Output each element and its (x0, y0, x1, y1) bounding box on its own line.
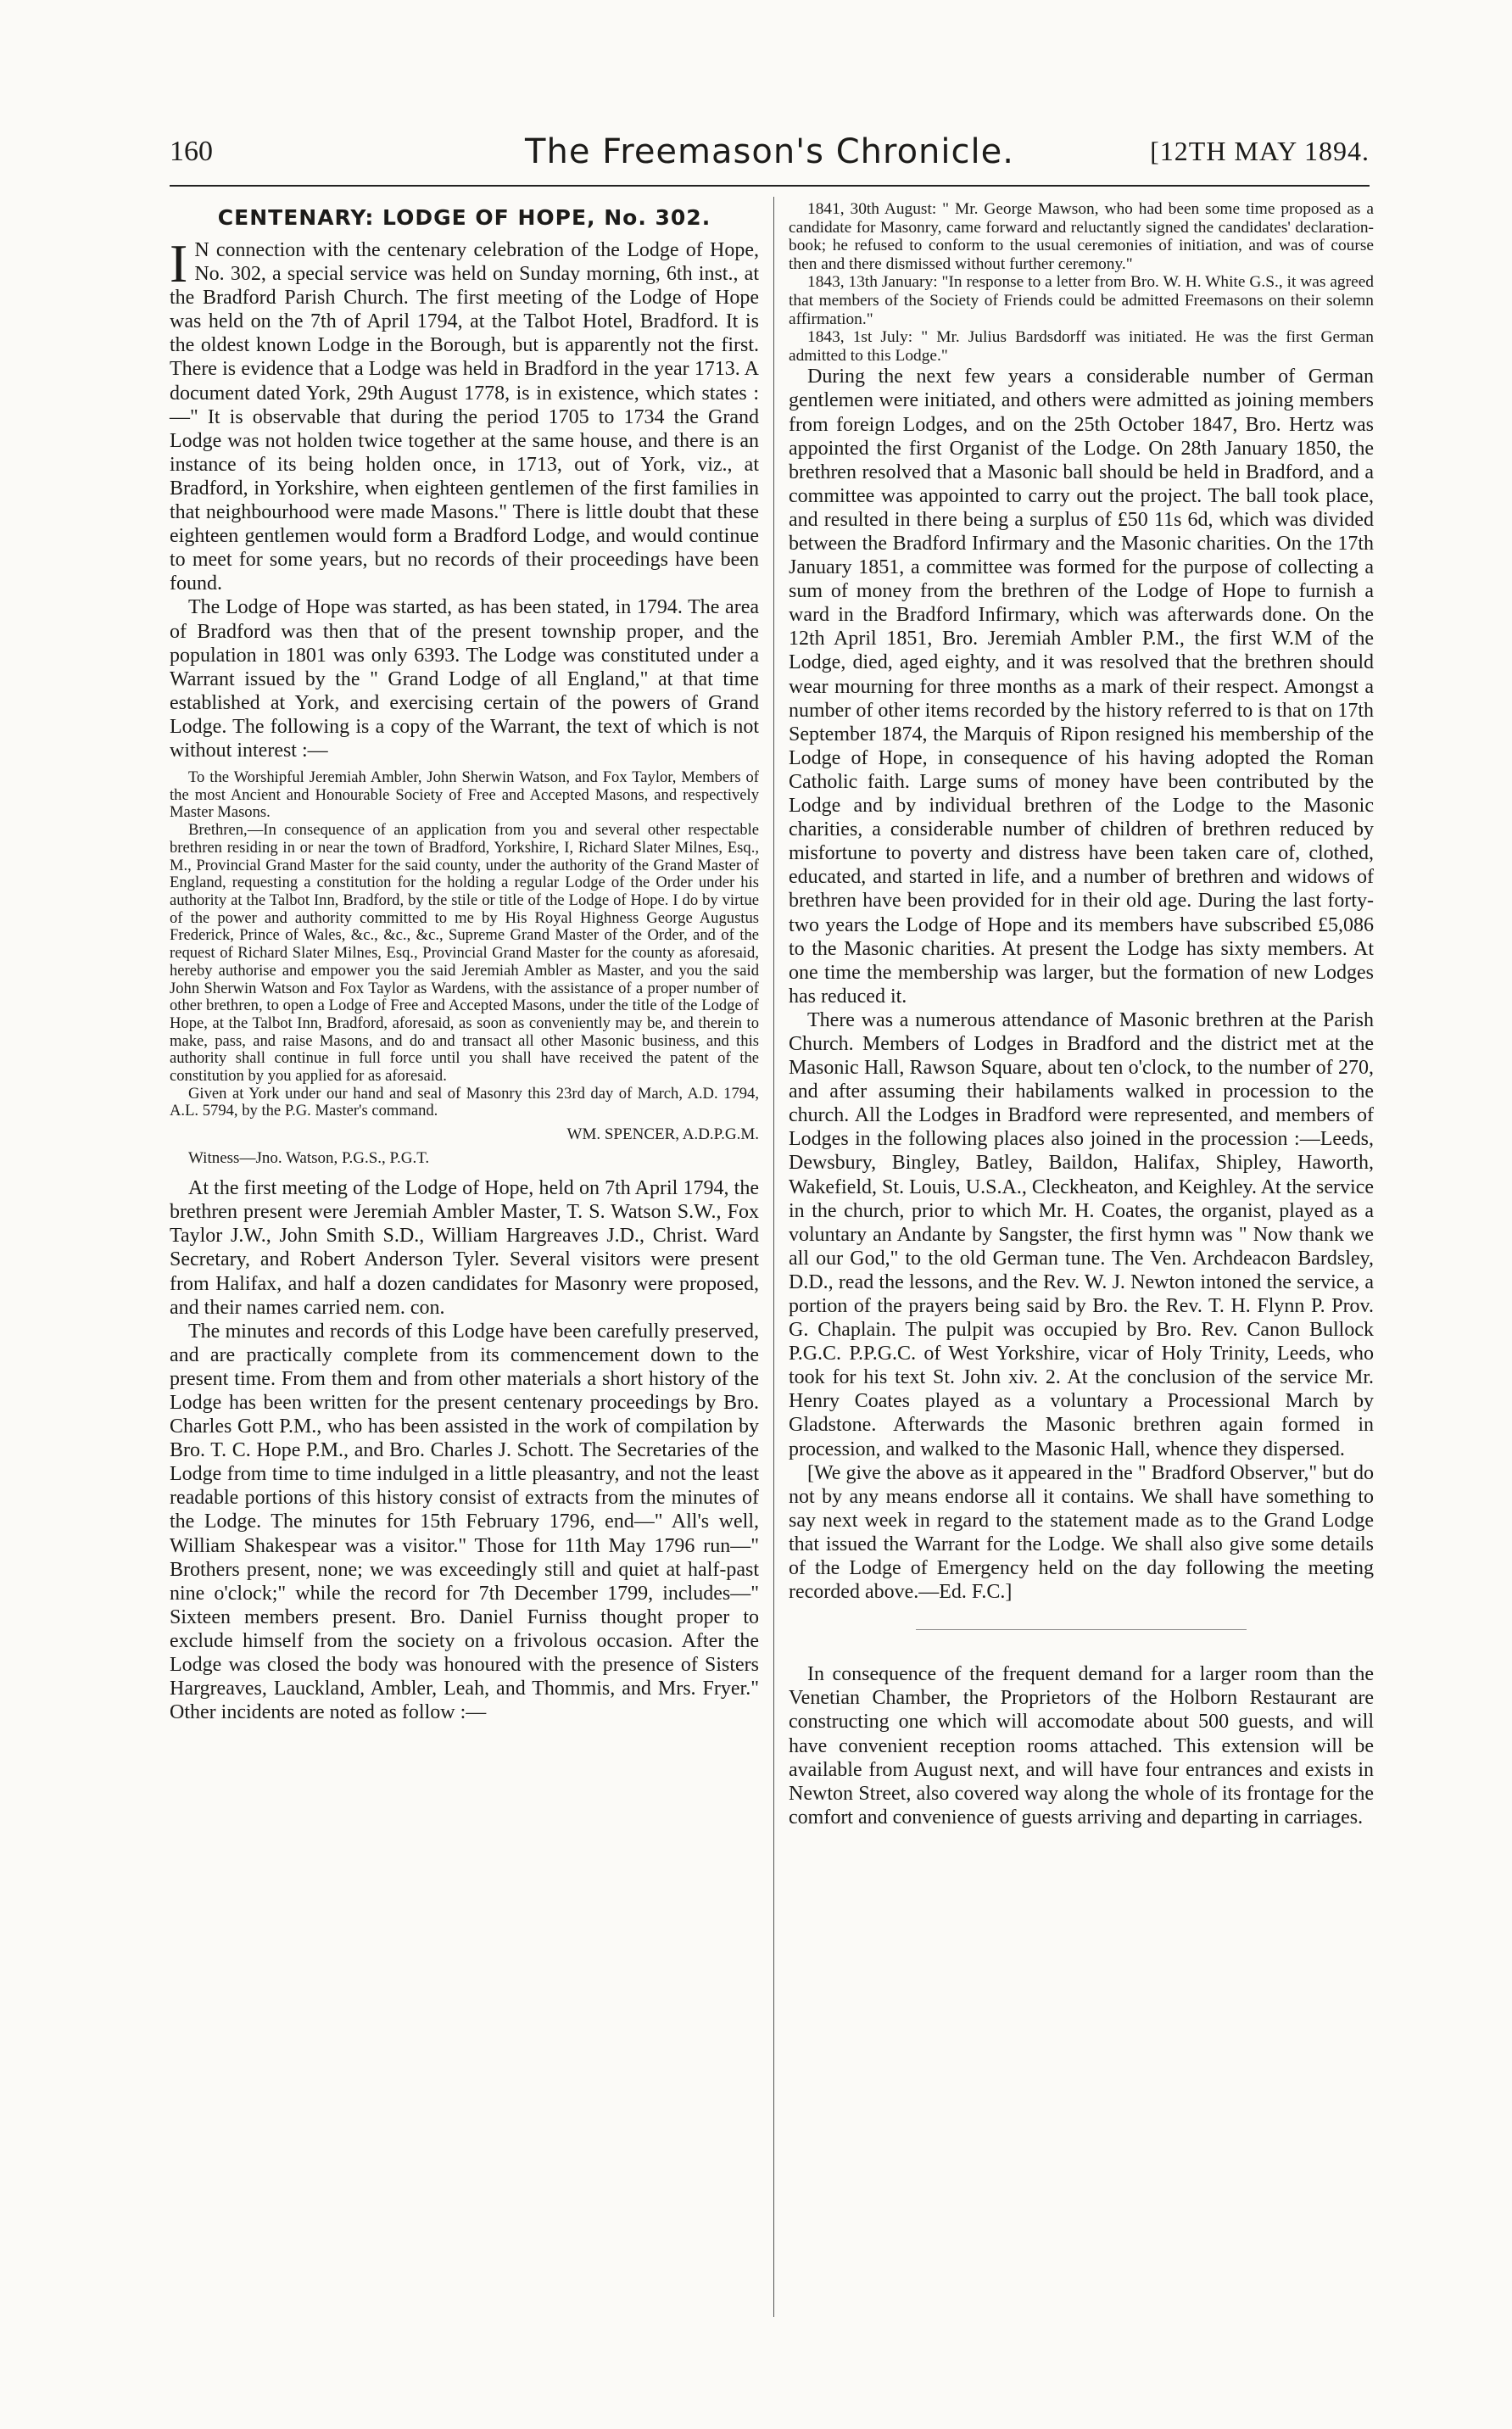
editor-note: [We give the above as it appeared in the " Bradford Observer," but do not by any means endorse all it contains. We shall have something to say next week in regard to the statement made as to the Grand Lodge that issued the Warrant for the Lodge. We shall also give some details of the Lodge of Emergency held on the day following the meeting recorded above.—Ed. F.C.] (789, 1461, 1374, 1604)
masthead: The Freemason's Chronicle. (525, 132, 1014, 171)
minutes-extract-1843-jul: 1843, 1st July: " Mr. Julius Bardsdorff was initiated. He was the first German admitted to this Lodge." (789, 328, 1374, 365)
warrant-witness: Witness—Jno. Watson, P.G.S., P.G.T. (188, 1149, 430, 1168)
holborn-notice: In consequence of the frequent demand for a larger room than the Venetian Chamber, the Proprietors of the Holborn Restaurant are constructing one which will accomodate about 500 guests, and will have convenient reception rooms attached. This extension will be available from August next, and will have four entrances and exists in Newton Street, also covered way along the whole of its frontage for the comfort and convenience of guests arriving and departing in carriages. (789, 1663, 1374, 1829)
warrant-given: Given at York under our hand and seal of Masonry this 23rd day of March, A.D. 1794, A.L. 5794, by the P.G. Master's command. (170, 1084, 759, 1120)
article-paragraph-3: At the first meeting of the Lodge of Hope, held on 7th April 1794, the brethren present were Jeremiah Ambler Master, T. S. Watson S.W., Fox Taylor J.W., John Smith S.D., William Hargreaves J.D., Christ. Ward Secretary, and Robert Anderson Tyler. Several visitors were present from Halifax, and half a dozen candidates for Masonry were proposed, and their names carried nem. con. (170, 1177, 759, 1319)
article-paragraph-1 (170, 233, 759, 595)
drop-cap: I (170, 233, 188, 293)
article-paragraph-4: The minutes and records of this Lodge have been carefully preserved, and are practically complete from its commencement down to the present time. From them and from other materials a short history of the Lodge has been written for the present centenary proceedings by Bro. Charles Gott P.M., who has been assisted in the work of compilation by Bro. T. C. Hope P.M., and Bro. Charles J. Schott. The Secretaries of the Lodge from time to time indulged in a little pleasantry, and not the least readable portions of this history consist of extracts from the minutes of the Lodge. The minutes for 15th February 1796, end—" All's well, William Shakespear was a visitor." Those for 11th May 1796 run—" Brothers present, none; we was exceedingly still and quiet at half-past nine o'clock;" while the record for 7th December 1799, includes—" Sixteen members present. Bro. Daniel Furniss thought proper to exclude himself from the society on a frivolous occasion. After the Lodge was closed the body was honoured with the presence of Sisters Hargreaves, Lauckland, Ambler, Leah, and Thommis, and Mrs. Fryer." Other incidents are noted as follow :— (170, 1320, 759, 1724)
warrant-address: To the Worshipful Jeremiah Ambler, John Sherwin Watson, and Fox Taylor, Members of the most Ancient and Honourable Society of Free and Accepted Masons, and respectively Master Masons. (170, 768, 759, 822)
right-column (789, 200, 1374, 1829)
warrant-signature: WM. SPENCER, A.D.P.G.M. (566, 1125, 759, 1144)
minutes-extract-1843-jan: 1843, 13th January: "In response to a letter from Bro. W. H. White G.S., it was agreed that members of the Society of Friends could be admitted Freemasons on their solemn affirmation." (789, 273, 1374, 328)
minutes-extract-1841: 1841, 30th August: " Mr. George Mawson, who had been some time proposed as a candidate for Masonry, came forward and reluctantly signed the candidates' declaration-book; he refused to conform to the usual ceremonies of initiation, and was of course then and there dismissed without further ceremony." (789, 200, 1374, 273)
article-paragraph-6: There was a numerous attendance of Masonic brethren at the Parish Church. Members of Lodges in Bradford and the district met at the Masonic Hall, Rawson Square, about ten o'clock, to the number of 270, and after assuming their habilaments walked in procession to the church. All the Lodges in Bradford were represented, and members of Lodges in the following places also joined in the procession :—Leeds, Dewsbury, Bingley, Batley, Baildon, Halifax, Shipley, Haworth, Wakefield, St. Louis, U.S.A., Cleckheaton, and Keighley. At the service in the church, prior to which Mr. H. Coates, the organist, played as a voluntary an Andante by Sangster, the first hymn was " Now thank we all our God," to the old German tune. The Ven. Archdeacon Bardsley, D.D., read the lessons, and the Rev. W. J. Newton intoned the service, a portion of the prayers being said by Bro. the Rev. T. H. Flynn P. Prov. G. Chaplain. The pulpit was occupied by Bro. Rev. Canon Bullock P.G.C. P.P.G.C. of West Yorkshire, vicar of Holy Trinity, Leeds, who took for his text St. John xiv. 2. At the conclusion of the service Mr. Henry Coates played as a voluntary a Processional March by Gladstone. Afterwards the Masonic brethren again formed in procession, and walked to the Masonic Hall, whence they dispersed. (789, 1008, 1374, 1460)
page-header (170, 132, 1370, 183)
paragraph-1-text: N connection with the centenary celebration of the Lodge of Hope, No. 302, a special service was held on Sunday morning, 6th inst., at the Bradford Parish Church. The first meeting of the Lodge of Hope was held on the 7th of April 1794, at the Talbot Hotel, Bradford. It is the oldest known Lodge in the Borough, but is apparently not the first. There is evidence that a Lodge was held in Bradford in the year 1713. A document dated York, 29th August 1778, is in existence, which states :—" It is observable that during the period 1705 to 1734 the Grand Lodge was not holden twice together at the same house, and there is an instance of its being holden once, in 1713, out of York, viz., at Bradford, in Yorkshire, when eighteen gentlemen of the first families in that neighbourhood were made Masons." There is little doubt that these eighteen gentlemen would form a Bradford Lodge, and would continue to meet for some years, but no records of their proceedings have been found. (170, 239, 759, 595)
page-number: 160 (170, 136, 213, 167)
warrant-body: Brethren,—In consequence of an application from you and several other respectable brethren residing in or near the town of Bradford, Yorkshire, I, Richard Slater Milnes, Esq., M., Provincial Grand Master for the said county, under the authority of the Grand Master of England, requesting a constitution for the holding a regular Lodge of the Order under his authority at the Talbot Inn, Bradford, by the stile or title of the Lodge of Hope. I do by virtue of the power and authority committed to me by His Royal Highness George Augustus Frederick, Prince of Wales, &c., &c., &c., Supreme Grand Master of the Order, and of the request of Richard Slater Milnes, Esq., Provincial Grand Master for the county as aforesaid, hereby authorise and empower you the said Jeremiah Ambler as Master, and you the said John Sherwin Watson and Fox Taylor as Wardens, with the assistance of a proper number of other brethren, to open a Lodge of Free and Accepted Masons, under the title of the Lodge of Hope, at the Talbot Inn, Bradford, aforesaid, as soon as conveniently may be, and therein to make, pass, and raise Masons, and do and transact all other Masonic business, and this authority shall continue in full force until you shall have received the patent of the constitution by you applied for as aforesaid. (170, 821, 759, 1086)
section-separator (916, 1629, 1247, 1632)
article-paragraph-5: During the next few years a considerable number of German gentlemen were initiated, and others were admitted as joining members from foreign Lodges, and on the 25th October 1847, Bro. Hertz was appointed the first Organist of the Lodge. On 28th January 1850, the brethren resolved that a Masonic ball should be held in Bradford, and a committee was appointed to carry out the project. The ball took place, and resulted in there being a surplus of £50 11s 6d, which was divided between the Bradford Infirmary and the Masonic charities. On the 17th January 1851, a committee was formed for the purpose of collecting a sum of money from the brethren of the Lodge of Hope to furnish a ward in the Bradford Infirmary, which was afterwards done. On the 12th April 1851, Bro. Jeremiah Ambler P.M., the first W.M of the Lodge, died, aged eighty, and it was resolved that the brethren should wear mourning for three months as a mark of their respect. Amongst a number of other items recorded by the history referred to is that on 17th September 1874, the Marquis of Ripon resigned his membership of the Lodge of Hope, in consequence of his having adopted the Roman Catholic faith. Large sums of money have been contributed by the Lodge and by individual brethren of the Lodge to the Masonic charities, a considerable number of children of brethren reduced by misfortune to poverty and distress have been taken care of, clothed, educated, and started in life, and a number of brethren and widows of brethren have been provided for in their old age. During the last forty-two years the Lodge of Hope and its members have subscribed £5,086 to the Masonic charities. At present the Lodge has sixty members. At one time the membership was larger, but the formation of new Lodges has reduced it. (789, 366, 1374, 1008)
article-title: CENTENARY: LODGE OF HOPE, No. 302. (217, 205, 711, 230)
header-rule (170, 185, 1370, 187)
column-divider (773, 197, 774, 2317)
issue-date: [12TH MAY 1894. (1150, 136, 1370, 166)
article-paragraph-2: The Lodge of Hope was started, as has been stated, in 1794. The area of Bradford was then that of the present township proper, and the population in 1801 was only 6393. The Lodge was constituted under a Warrant issued by the " Grand Lodge of all England," at that time established at York, and exercising certain of the powers of Grand Lodge. The following is a copy of the Warrant, the text of which is not without interest :— (170, 596, 759, 762)
left-column (170, 200, 759, 1724)
